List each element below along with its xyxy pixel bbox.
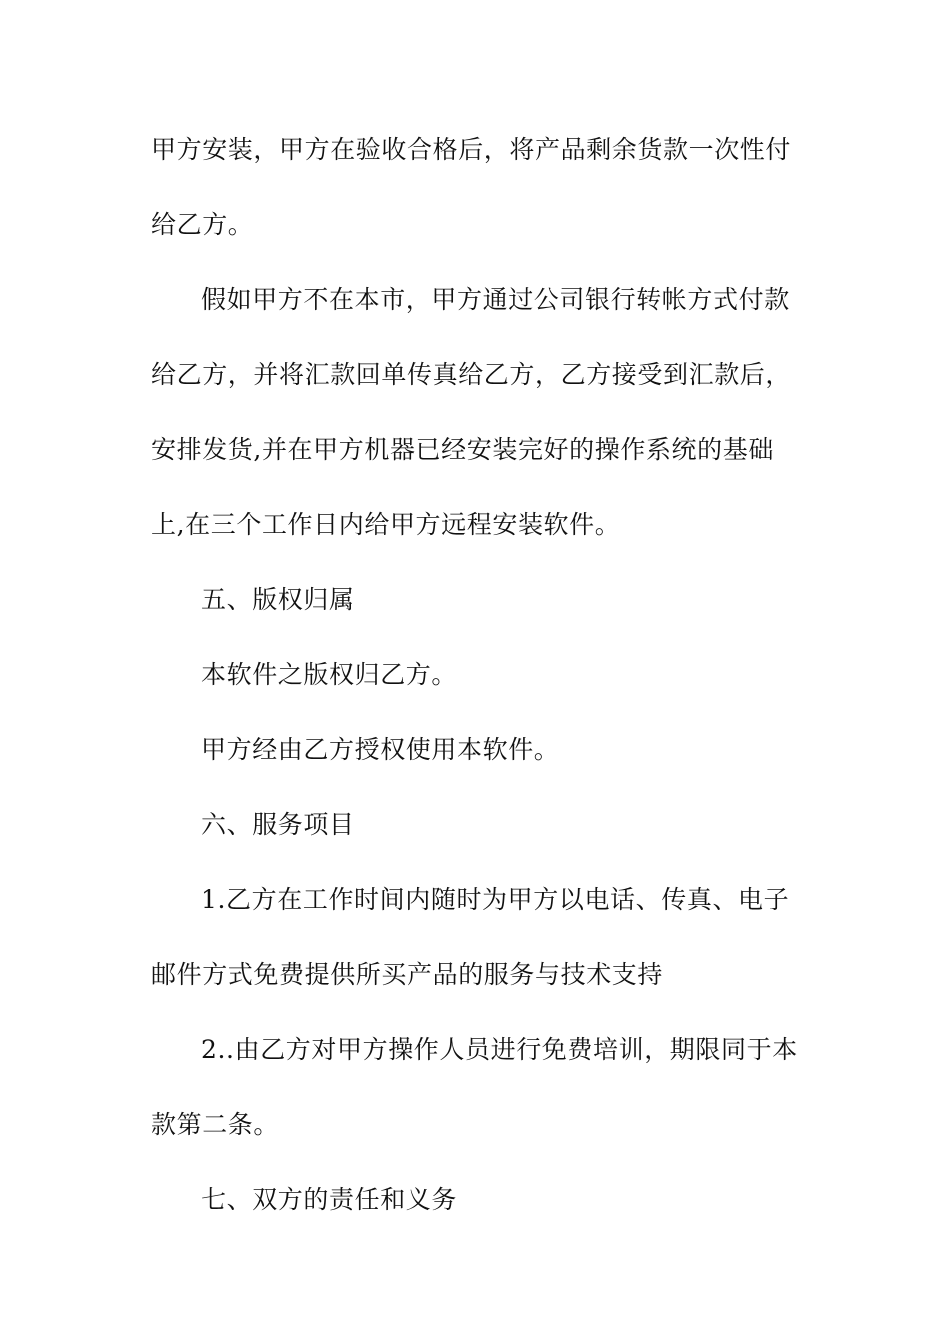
section-heading: 六、服务项目 bbox=[201, 810, 355, 839]
paragraph-line: 安排发货,并在甲方机器已经安装完好的操作系统的基础 bbox=[151, 435, 774, 464]
list-item-line: 款第二条。 bbox=[151, 1110, 280, 1139]
paragraph-line: 假如甲方不在本市，甲方通过公司银行转帐方式付款 bbox=[201, 285, 790, 314]
paragraph-line: 甲方安装，甲方在验收合格后，将产品剩余货款一次性付 bbox=[151, 135, 792, 164]
paragraph-line: 本软件之版权归乙方。 bbox=[201, 660, 458, 689]
paragraph-line: 给乙方。 bbox=[151, 210, 254, 239]
paragraph-line: 甲方经由乙方授权使用本软件。 bbox=[201, 735, 560, 764]
list-item-line: 1.乙方在工作时间内随时为甲方以电话、传真、电子 bbox=[201, 885, 790, 914]
section-heading: 五、版权归属 bbox=[201, 585, 355, 614]
section-heading: 七、双方的责任和义务 bbox=[201, 1185, 458, 1214]
list-item-line: 邮件方式免费提供所买产品的服务与技术支持 bbox=[151, 960, 664, 989]
paragraph-line: 给乙方，并将汇款回单传真给乙方，乙方接受到汇款后， bbox=[151, 360, 792, 389]
list-item-line: 2..由乙方对甲方操作人员进行免费培训，期限同于本 bbox=[201, 1035, 798, 1064]
paragraph-line: 上,在三个工作日内给甲方远程安装软件。 bbox=[151, 510, 621, 539]
